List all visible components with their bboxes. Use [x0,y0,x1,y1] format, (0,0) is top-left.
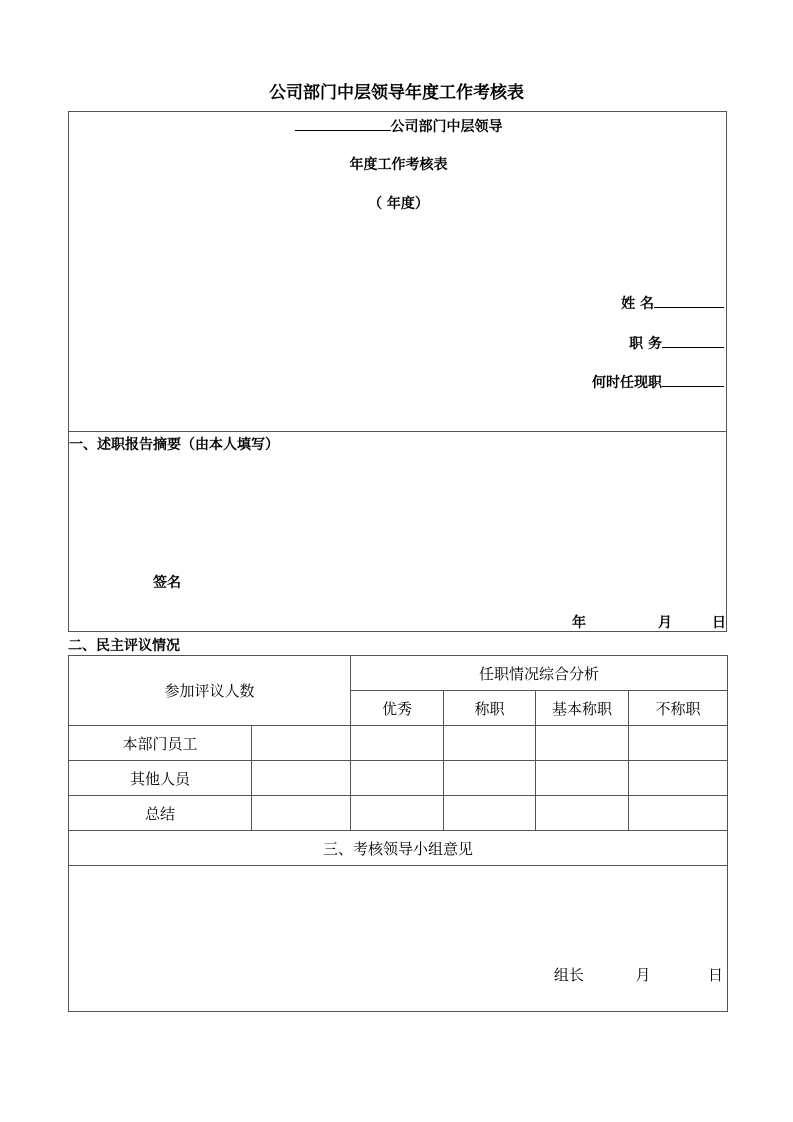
unit-line [69,116,728,136]
row-label: 本部门员工 [69,726,252,761]
excellent-cell[interactable] [351,761,444,796]
table-row [69,761,728,796]
name-label: 姓 名 [621,296,654,312]
section3-heading: 三、考核领导小组意见 [69,831,728,866]
competent-cell[interactable] [444,761,536,796]
date-month: 月 [658,615,672,631]
table-row [69,726,728,761]
rating-basically-competent: 基本称职 [536,691,629,726]
unit-line-text: 公司部门中层领导 [390,119,503,135]
unit-blank[interactable] [295,118,391,131]
committee-month: 月 [635,966,651,984]
report-summary-box[interactable] [68,431,727,632]
position-label: 职 务 [629,336,662,352]
basically-competent-cell[interactable] [536,726,629,761]
section2-heading: 二、民主评议情况 [68,638,180,654]
incompetent-cell[interactable] [629,726,728,761]
appointed-label: 何时任现职 [592,375,662,391]
competent-cell[interactable] [444,796,536,831]
position-blank[interactable] [662,335,724,348]
committee-sign-line [554,964,723,985]
basically-competent-cell[interactable] [536,796,629,831]
document-title: 公司部门中层领导年度工作考核表 [269,83,524,103]
evaluation-table [68,655,728,1012]
incompetent-cell[interactable] [629,796,728,831]
excellent-cell[interactable] [351,726,444,761]
rating-competent: 称职 [444,691,536,726]
basically-competent-cell[interactable] [536,761,629,796]
committee-day: 日 [708,966,724,984]
competent-cell[interactable] [444,726,536,761]
sign-label: 签名 [153,575,181,591]
position-row [629,333,724,353]
rating-excellent: 优秀 [351,691,444,726]
cover-subtitle: 年度工作考核表 [349,157,448,173]
appointed-row [592,372,724,392]
incompetent-cell[interactable] [629,761,728,796]
table-row [69,796,728,831]
participants-count-cell[interactable] [252,761,351,796]
name-blank[interactable] [654,295,724,308]
row-label: 总结 [69,796,252,831]
date-year: 年 [572,615,586,631]
committee-opinion-cell[interactable] [69,866,728,1012]
name-row [621,293,724,313]
date-day: 日 [712,615,726,631]
year-line: （ 年度） [368,196,429,212]
appointed-blank[interactable] [662,374,724,387]
participants-header: 参加评议人数 [69,656,351,726]
participants-count-cell[interactable] [252,796,351,831]
analysis-header: 任职情况综合分析 [351,656,728,691]
participants-count-cell[interactable] [252,726,351,761]
rating-incompetent: 不称职 [629,691,728,726]
leader-label: 组长 [553,966,584,984]
cover-box [68,111,727,432]
section1-heading: 一、述职报告摘要（由本人填写） [69,437,279,453]
row-label: 其他人员 [69,761,252,796]
excellent-cell[interactable] [351,796,444,831]
